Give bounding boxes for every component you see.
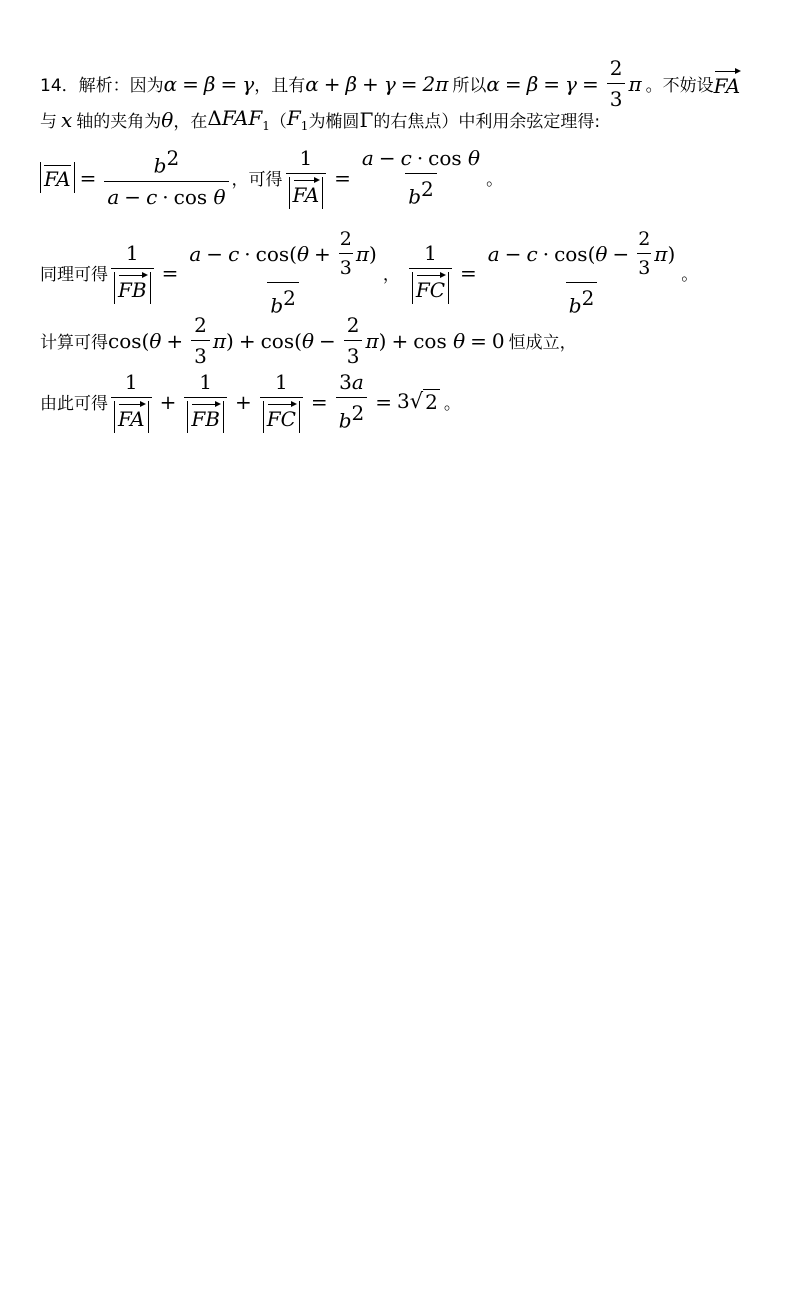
text: ，可得 xyxy=(231,170,283,190)
text: （ xyxy=(269,112,287,132)
ellipse-Gamma: Γ xyxy=(359,107,374,132)
line-1 xyxy=(40,56,780,111)
text: 的右焦点）中利用余弦定理得: xyxy=(373,112,601,132)
text: 与 xyxy=(40,112,57,132)
fraction-sum-FC: $\frac{1}{FC}$ xyxy=(260,370,303,433)
text: 所以 xyxy=(452,76,487,96)
fraction-FA-reciprocal-value: $\frac{\text{a − c · cos θ}}{b^2}$ xyxy=(361,146,481,209)
var-theta: θ xyxy=(161,107,174,132)
eq-angles-equal: α = β = γ xyxy=(163,71,255,96)
fraction-reciprocal-FA: $\frac{1}{FA}$ xyxy=(286,146,327,209)
result-value: 3 √ 2 xyxy=(397,389,438,414)
text: 由此可得 xyxy=(40,394,108,414)
fraction-two-thirds: $\frac{2}{3}$ xyxy=(607,56,626,111)
fraction-FA-length: $\frac{b^2}{\text{a − c · cos θ}}$ xyxy=(104,146,228,209)
text: 为椭圆 xyxy=(308,112,360,132)
text: 。不妨设 xyxy=(645,76,714,96)
fraction-reciprocal-FC: $\frac{1}{FC}$ xyxy=(409,241,452,304)
line-4: 同理可得 $\frac{1}{FB}$ = a − c · cos ( θ + $\frac{2}{3}$ π ) $b^2$ ， $\frac{1}{FC}$ = a − c · cos ( θ − $\frac{2}{3}$ π ) $b^2$ 。 xyxy=(40,228,699,318)
line-2 xyxy=(40,106,780,133)
fraction-FC-value: a − c · cos ( θ − $\frac{2}{3}$ π ) $b^2$ xyxy=(487,228,676,318)
focus-F1: $F_1$ xyxy=(286,106,309,133)
fraction-3a-over-b2: $\frac{3a}{b^2}$ xyxy=(336,370,368,433)
eq-angle-value: α = β = γ = $\frac{2}{3}$ π xyxy=(486,56,642,111)
fraction-sum-FB: $\frac{1}{FB}$ xyxy=(184,370,227,433)
triangle-FAF1: $\Delta FAF_1$ xyxy=(207,106,270,133)
fraction-reciprocal-FB: $\frac{1}{FB}$ xyxy=(111,241,154,304)
abs-FA: FA xyxy=(40,162,75,193)
line-5 xyxy=(40,313,780,368)
var-x: x xyxy=(61,107,73,132)
eq-angle-sum: α + β + γ = 2π xyxy=(305,71,449,96)
line-3: FA = $\frac{b^2}{\text{a − c · cos θ}}$ ，可得 $\frac{1}{FA}$ = $\frac{\text{a − c · cos θ}}{b^2}$ 。 xyxy=(40,146,780,209)
cos-sum-identity: cos ( θ + $\frac{2}{3}$ π ) + cos ( θ − $\frac{2}{3}$ π ) + cos θ = 0 xyxy=(108,313,505,368)
text: ，在 xyxy=(173,112,208,132)
text: 恒成立， xyxy=(508,333,577,353)
text: 同理可得 xyxy=(40,265,108,286)
text: 因为 xyxy=(129,76,164,96)
text: 。 xyxy=(443,394,461,414)
analysis-title: 解析： xyxy=(78,76,130,96)
text: 。 xyxy=(486,170,504,190)
vector-FA: FA xyxy=(714,70,741,98)
text: 轴的夹角为 xyxy=(76,112,162,132)
text: ， xyxy=(382,265,400,286)
fraction-sum-FA: $\frac{1}{FA}$ xyxy=(111,370,152,433)
text: ，且有 xyxy=(254,76,306,96)
fraction-FB-value: a − c · cos ( θ + $\frac{2}{3}$ π ) $b^2$ xyxy=(189,228,377,318)
text: 。 xyxy=(681,265,699,286)
text: 计算可得 xyxy=(40,333,108,353)
problem-number: 14． xyxy=(40,76,79,96)
line-6: 由此可得 $\frac{1}{FA}$ + $\frac{1}{FB}$ + $\frac{1}{FC}$ = $\frac{3a}{b^2}$ = 3 √ 2 。 xyxy=(40,370,461,433)
